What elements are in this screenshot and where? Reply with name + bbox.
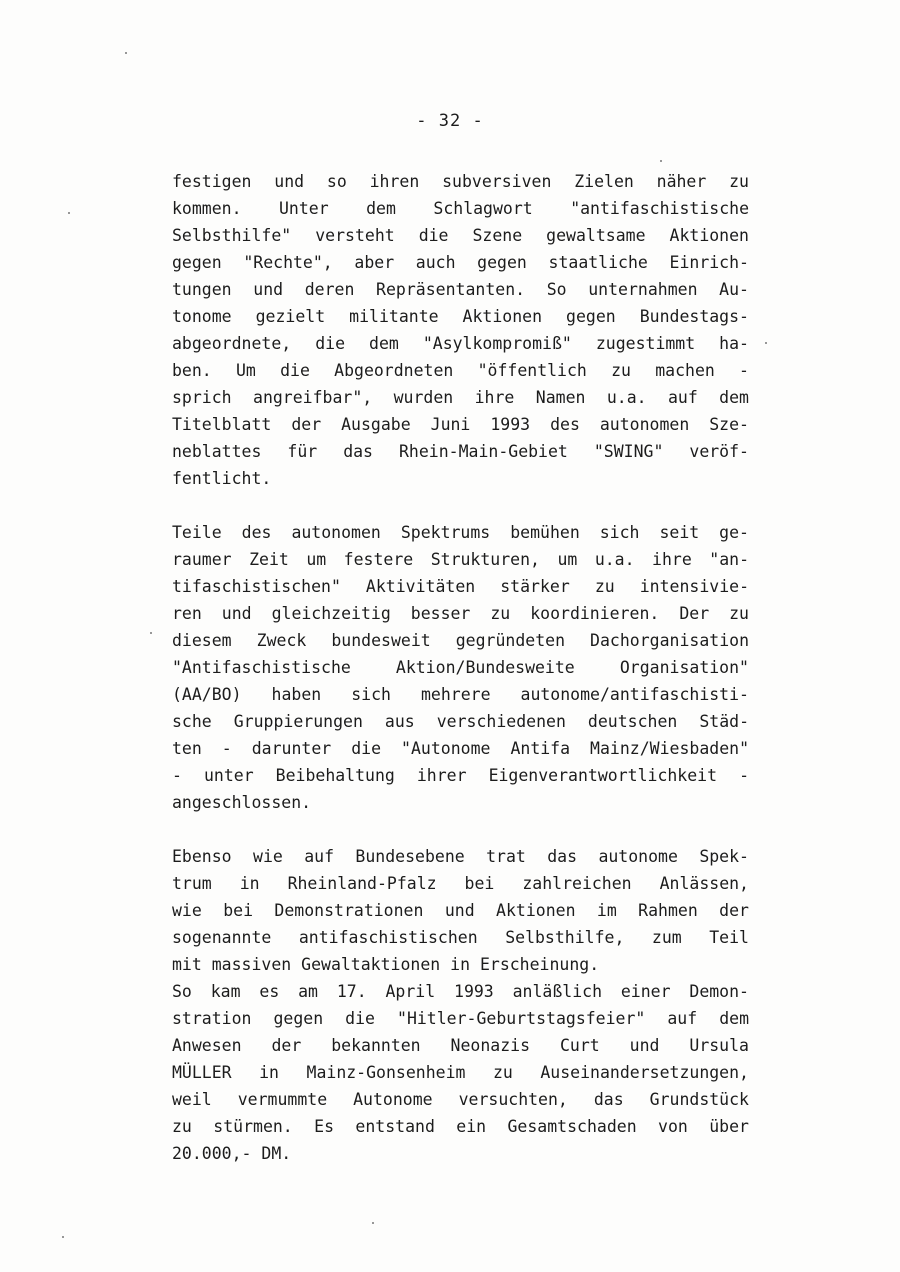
text-line: festigen und so ihren subversiven Zielen näher zu — [172, 172, 749, 191]
text-line: abgeordnete, die dem "Asylkompromiß" zugestimmt ha- — [172, 334, 749, 353]
text-line: sche Gruppierungen aus verschiedenen deutschen Städ- — [172, 712, 749, 731]
text-line: diesem Zweck bundesweit gegründeten Dachorganisation — [172, 631, 749, 650]
text-line: raumer Zeit um festere Strukturen, um u.a. ihre "an- — [172, 550, 749, 569]
text-line: - unter Beibehaltung ihrer Eigenverantwortlichkeit - — [172, 766, 749, 785]
body-text — [172, 168, 749, 1167]
text-line: 20.000,- DM. — [172, 1144, 292, 1163]
text-line: "Antifaschistische Aktion/Bundesweite Organisation" — [172, 658, 749, 677]
text-line: ten - darunter die "Autonome Antifa Mainz/Wiesbaden" — [172, 739, 749, 758]
text-line: Selbsthilfe" versteht die Szene gewaltsame Aktionen — [172, 226, 749, 245]
scan-speck — [372, 1222, 374, 1224]
text-line: Ebenso wie auf Bundesebene trat das autonome Spek- — [172, 847, 749, 866]
scan-speck — [660, 160, 662, 162]
text-line: tifaschistischen" Aktivitäten stärker zu intensivie- — [172, 577, 749, 596]
text-line: tonome gezielt militante Aktionen gegen Bundestags- — [172, 307, 749, 326]
scan-speck — [68, 212, 70, 214]
text-line: gegen "Rechte", aber auch gegen staatliche Einrich- — [172, 253, 749, 272]
text-line: Anwesen der bekannten Neonazis Curt und Ursula — [172, 1036, 749, 1055]
text-line: kommen. Unter dem Schlagwort "antifaschistische — [172, 199, 749, 218]
scan-speck — [765, 342, 767, 344]
text-line: angeschlossen. — [172, 793, 312, 812]
text-line: Titelblatt der Ausgabe Juni 1993 des autonomen Sze- — [172, 415, 749, 434]
text-line: wie bei Demonstrationen und Aktionen im Rahmen der — [172, 901, 749, 920]
text-line: weil vermummte Autonome versuchten, das Grundstück — [172, 1090, 749, 1109]
text-line: neblattes für das Rhein-Main-Gebiet "SWING" veröf- — [172, 442, 749, 461]
text-line: ren und gleichzeitig besser zu koordinieren. Der zu — [172, 604, 749, 623]
text-line: So kam es am 17. April 1993 anläßlich einer Demon- — [172, 982, 749, 1001]
text-line: fentlicht. — [172, 469, 272, 488]
text-line: Teile des autonomen Spektrums bemühen sich seit ge- — [172, 523, 749, 542]
text-line: tungen und deren Repräsentanten. So unternahmen Au- — [172, 280, 749, 299]
text-line: ben. Um die Abgeordneten "öffentlich zu machen - — [172, 361, 749, 380]
paragraph-1 — [172, 168, 749, 492]
paragraph-2 — [172, 519, 749, 816]
page-number: - 32 - — [416, 111, 484, 131]
text-line: zu stürmen. Es entstand ein Gesamtschaden von über — [172, 1117, 749, 1136]
paragraph-3 — [172, 843, 749, 1167]
text-line: trum in Rheinland-Pfalz bei zahlreichen Anlässen, — [172, 874, 749, 893]
text-line: sogenannte antifaschistischen Selbsthilfe, zum Teil — [172, 928, 749, 947]
paragraph-gap — [172, 492, 749, 519]
text-line: MÜLLER in Mainz-Gonsenheim zu Auseinandersetzungen, — [172, 1063, 749, 1082]
scan-speck — [125, 52, 127, 54]
scan-speck — [62, 1236, 64, 1238]
text-line: stration gegen die "Hitler-Geburtstagsfeier" auf dem — [172, 1009, 749, 1028]
text-line: (AA/BO) haben sich mehrere autonome/antifaschisti- — [172, 685, 749, 704]
paragraph-gap — [172, 816, 749, 843]
scan-speck — [150, 632, 152, 634]
text-line: sprich angreifbar", wurden ihre Namen u.a. auf dem — [172, 388, 749, 407]
text-line: mit massiven Gewaltaktionen in Erscheinung. — [172, 955, 600, 974]
